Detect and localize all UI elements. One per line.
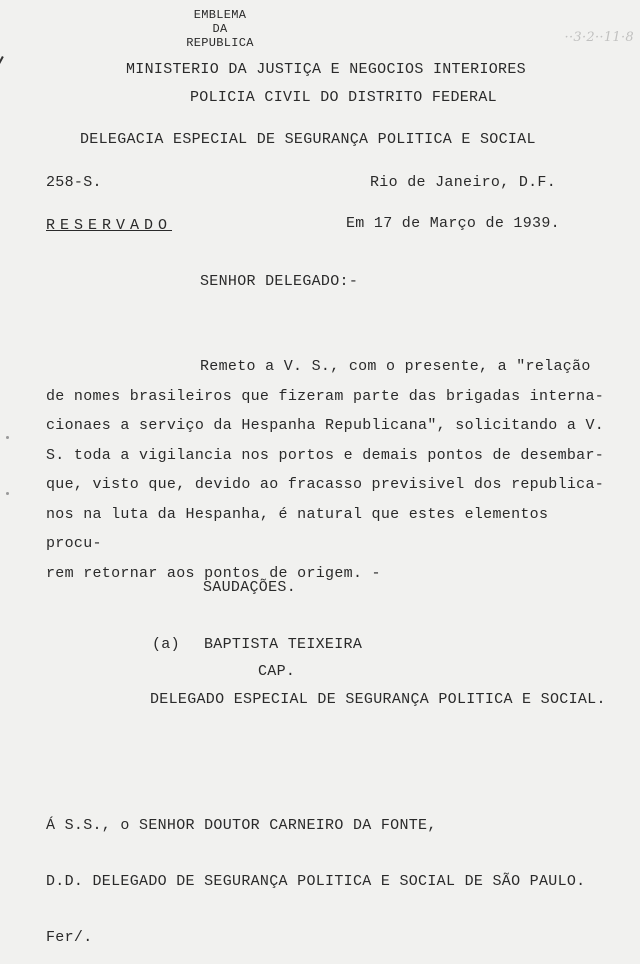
paper-speck	[6, 492, 9, 495]
delegacia-heading: DELEGACIA ESPECIAL DE SEGURANÇA POLITICA E SOCIAL	[80, 131, 536, 148]
emblem-line: REPUBLICA	[186, 36, 254, 50]
signatory-name: BAPTISTA TEIXEIRA	[204, 636, 363, 653]
emblem-line: DA	[212, 22, 228, 36]
signatory-title: DELEGADO ESPECIAL DE SEGURANÇA POLITICA E SOCIAL.	[150, 691, 606, 708]
police-heading: POLICIA CIVIL DO DISTRITO FEDERAL	[190, 89, 497, 106]
document-date: Em 17 de Março de 1939.	[346, 215, 560, 232]
body-line: S. toda a vigilancia nos portos e demais pontos de desembar-	[46, 446, 605, 464]
typist-initials: Fer/.	[46, 929, 93, 946]
archive-note: ··3·2··11·8	[564, 30, 634, 45]
signature-marker: (a)	[152, 636, 180, 653]
body-line: cionaes a serviço da Hespanha Republicana", solicitando a V.	[46, 417, 605, 434]
body-line: Remeto a V. S., com o presente, a "relação	[200, 358, 591, 375]
closing: SAUDAÇÕES.	[203, 579, 297, 596]
reference-number: 258-S.	[46, 174, 102, 191]
city: Rio de Janeiro, D.F.	[370, 174, 557, 191]
body-line: rem retornar aos pontos de origem. -	[46, 564, 381, 582]
body-line: nos na luta da Hespanha, é natural que estes elementos procu-	[46, 505, 549, 552]
classification-stamp: RESERVADO	[46, 217, 173, 234]
signatory-rank: CAP.	[258, 663, 296, 680]
ministry-heading: MINISTERIO DA JUSTIÇA E NEGOCIOS INTERIORES	[126, 61, 526, 78]
pen-mark	[0, 56, 4, 101]
body-paragraph	[46, 352, 606, 588]
body-line: que, visto que, devido ao fracasso previsivel dos republica-	[46, 476, 605, 493]
emblem-line: EMBLEMA	[193, 8, 247, 22]
body-line: de nomes brasileiros que fizeram parte das brigadas interna-	[46, 387, 605, 405]
addressee-line: Á S.S., o SENHOR DOUTOR CARNEIRO DA FONTE,	[46, 817, 437, 834]
paper-speck	[6, 436, 9, 439]
salutation: SENHOR DELEGADO:-	[200, 273, 359, 290]
addressee-role: D.D. DELEGADO DE SEGURANÇA POLITICA E SOCIAL DE SÃO PAULO.	[46, 873, 586, 890]
emblem	[170, 8, 270, 50]
